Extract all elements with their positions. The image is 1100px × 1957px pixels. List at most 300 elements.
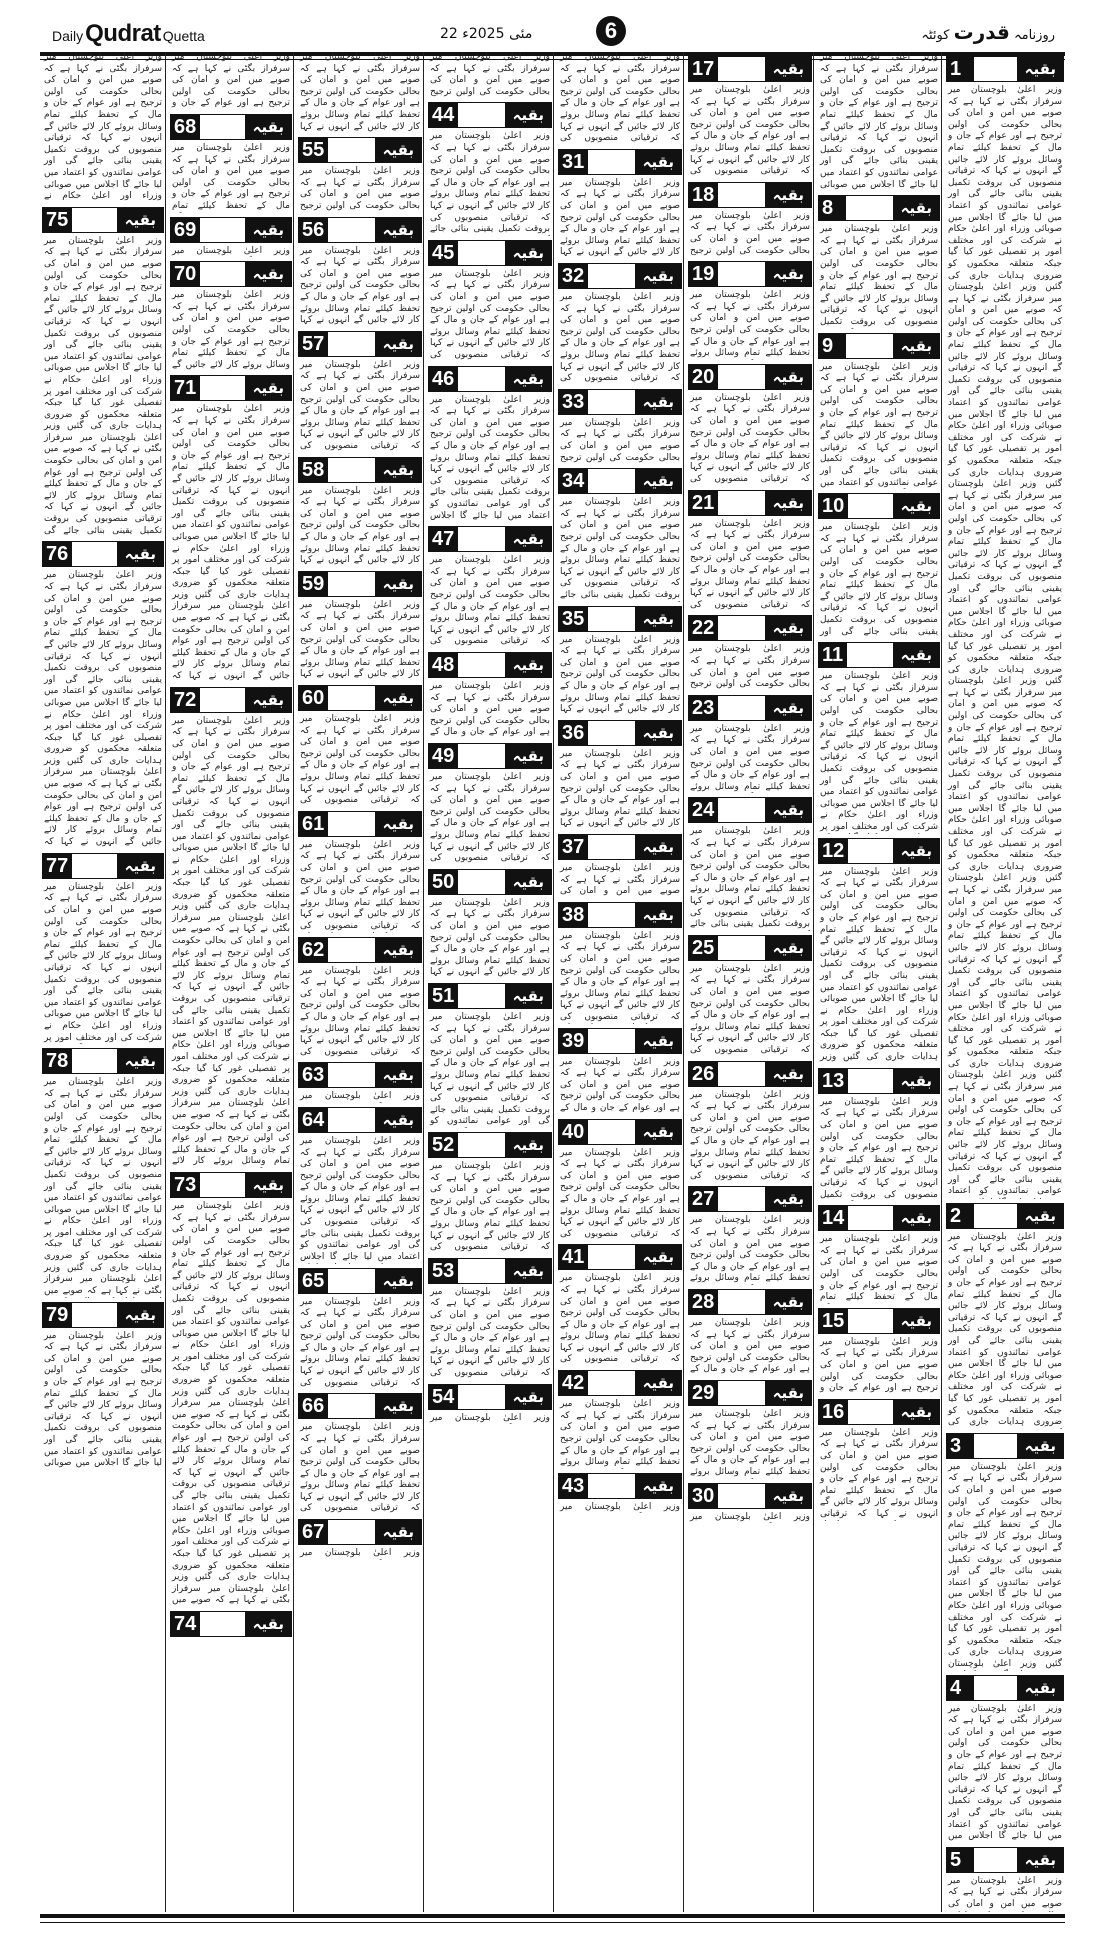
article-text: وزیر اعلیٰ بلوچستان میر سرفراز بگٹی نے کہا ہے کہ صوبے میں امن و امان کی بحالی حکومت کی اولین ترجیح ہے اور عوام کے جان و مال کے تحفظ کیلئے تمام وسائل بروئے کار لائے جائیں گے انہوں نے کہا کہ ترقیاتی منصوبوں کی بروقت تکمیل یقینی بنائی جائے گی اور عوامی نمائندوں کو اعتماد میں لیا جائے گا اجلاس میں صوبائی وزراء اور اعلیٰ حکام نے شرکت کی اور مختلف امور پر [44,881,162,1043]
continuation-label: بقیہ [117,1048,164,1074]
continuation-number: 26 [688,1061,718,1087]
continuation-tag [42,541,164,567]
continuation-tag [688,1061,812,1087]
continuation-tag [818,493,940,519]
continuation-tag [818,642,940,668]
continuation-number: 15 [818,1308,848,1334]
continuation-tag [428,983,552,1009]
continuation-number: 23 [688,695,718,721]
article-text: وزیر اعلیٰ بلوچستان میر سرفراز بگٹی نے کہا ہے کہ صوبے میں امن و امان کی بحالی حکومت کی اولین ترجیح [430,52,550,97]
continuation-number: 24 [688,797,718,823]
continuation-tag [298,137,422,163]
continuation-tag [298,1268,422,1294]
continuation-label: بقیہ [505,1384,552,1410]
continuation-tag [42,1302,164,1328]
continuation-tag [688,1186,812,1212]
article-text: وزیر اعلیٰ بلوچستان میر سرفراز بگٹی نے کہا ہے کہ صوبے میں امن و امان کی بحالی حکومت کی اولین ترجیح ہے اور عوام کے جان و مال کے تحفظ کیلئے تمام وسائل بروئے کار لائے جائیں گے انہوں نے کہا کہ ترقیاتی منصوبوں کی بروقت تکمیل یقینی بنائی جائے گی اور عوامی نمائندوں کو اعتماد میں لیا جائے گا اجلاس میں صوبائی وزراء اور اعلیٰ حکام نے [44,52,162,202]
continuation-tag [298,217,422,243]
continuation-label: بقیہ [1017,1675,1064,1701]
continuation-number: 13 [818,1068,848,1094]
continuation-tag [688,695,812,721]
footer-rule [40,1914,1065,1918]
urdu-title [921,20,1055,44]
continuation-number: 52 [428,1132,458,1158]
continuation-tag [558,468,682,494]
continuation-number: 55 [298,137,328,163]
article-text: وزیر اعلیٰ بلوچستان میر سرفراز بگٹی نے کہا ہے کہ صوبے میں امن و امان کی بحالی حکومت کی اولین ترجیح ہے اور عوام کے جان و مال کے تحفظ کیلئے تمام وسائل بروئے کار لائے جائیں گے انہوں نے کہا کہ ترقیاتی منصوبوں کی [430,1286,550,1378]
continuation-tag [298,331,422,357]
article-text: وزیر اعلیٰ بلوچستان میر سرفراز بگٹی نے کہا ہے کہ صوبے میں امن و امان کی بحالی حکومت کی اولین ترجیح ہے اور عوام کے جان و مال کے تحفظ کیلئے تمام وسائل بروئے کار لائے جائیں گے انہوں نے کہا کہ ترقیاتی منصوبوں کی بروقت تکمیل یقینی بنائی جائے گی اور عوامی نمائندوں کو اعتماد میں لیا جائے گا اجلاس میں صوبائی وزراء اور اعلیٰ حکام نے شرکت کی اور مختلف امور پر تفصیلی غور کیا گیا جبکہ متعلقہ محکموں کو ضروری ہدایات جاری کی گئیں وزیر اعلیٰ بلوچستان [948,1461,1062,1669]
continuation-label: بقیہ [635,834,682,860]
article-text: وزیر اعلیٰ بلوچستان میر سرفراز بگٹی نے کہا ہے کہ صوبے میں امن و امان کی بحالی حکومت کی اولین ترجیح ہے اور عوام کے جان و مال کے تحفظ کیلئے تمام وسائل بروئے کار لائے جائیں گے انہوں نے کہا کہ ترقیاتی منصوبوں کی [560,291,680,384]
article-text: وزیر اعلیٰ بلوچستان میر سرفراز بگٹی نے کہا ہے کہ صوبے میں امن و امان کی بحالی حکومت کی اولین ترجیح ہے اور عوام کے جان و مال کے تحفظ کیلئے تمام وسائل بروئے کار لائے جائیں گے انہوں نے کہا کہ ترقیاتی منصوبوں کی بروقت تکمیل یقینی بنائی جائے گی اور عوامی نمائندوں کو اعتماد میں لیا جائے گا اجلاس میں صوبائی وزراء اور اعلیٰ حکام نے شرکت کی اور مختلف امور پر تفصیلی غور کیا گیا جبکہ متعلقہ محکموں کو ضروری ہدایات جاری کی گئیں وزیر اعلیٰ بلوچستان میر سرفراز بگٹی نے کہا ہے کہ صوبے میں امن و امان کی بحالی حکومت کی اولین ترجیح ہے اور عوام کے جان و مال کے تحفظ کیلئے تمام وسائل بروئے کار لائے جائیں گے انہوں نے کہا کہ [44,570,162,848]
continuation-tag [818,1068,940,1094]
continuation-label: بقیہ [117,207,164,233]
continuation-number: 29 [688,1380,718,1406]
article-text: وزیر اعلیٰ بلوچستان میر سرفراز بگٹی نے کہا ہے کہ صوبے میں امن و امان کی بحالی حکومت کی اولین ترجیح ہے اور عوام کے جان و مال کے [430,680,550,738]
continuation-number: 70 [170,261,200,287]
continuation-label: بقیہ [765,490,812,516]
footer-rule-thin [40,1922,1065,1923]
continuation-label: بقیہ [893,195,940,221]
continuation-tag [558,1473,682,1499]
continuation-tag [818,333,940,359]
continuation-number: 53 [428,1258,458,1284]
continuation-tag [170,1172,292,1198]
continuation-number: 5 [946,1847,974,1873]
continuation-label: بقیہ [375,685,422,711]
continuation-label: بقیہ [375,1107,422,1133]
continuation-tag [688,182,812,208]
article-text: وزیر اعلیٰ بلوچستان میر [300,1091,420,1102]
urdu-title-city: کوئٹہ [921,28,950,43]
continuation-label: بقیہ [117,541,164,567]
continuation-label: بقیہ [765,935,812,961]
continuation-number: 69 [170,217,200,243]
article-text: وزیر اعلیٰ بلوچستان میر سرفراز بگٹی نے کہا ہے کہ صوبے میں امن و امان کی بحالی حکومت کی اولین ترجیح ہے اور عوام کے جان و مال کے تحفظ کیلئے تمام وسائل بروئے کار لائے جائیں گے انہوں نے کہا کہ ترقیاتی منصوبوں کی [300,965,420,1057]
article-text: وزیر اعلیٰ بلوچستان میر سرفراز بگٹی نے کہا ہے کہ صوبے میں امن و امان کی بحالی حکومت کی اولین ترجیح ہے اور عوام کے جان و مال کے تحفظ کیلئے تمام وسائل بروئے کار لائے جائیں گے انہوں نے کہا کہ ترقیاتی منصوبوں کی [560,930,680,1022]
news-column [688,52,812,1912]
continuation-label: بقیہ [505,366,552,392]
continuation-tag [558,263,682,289]
continuation-tag [428,526,552,552]
continuation-tag [688,1483,812,1509]
continuation-number: 40 [558,1119,588,1145]
news-column [946,52,1064,1912]
article-text: وزیر اعلیٰ بلوچستان میر [690,1511,810,1522]
continuation-number: 35 [558,606,588,632]
article-text: وزیر اعلیٰ بلوچستان میر سرفراز بگٹی نے کہا ہے کہ صوبے میں امن و امان کی بحالی حکومت کی اولین ترجیح ہے اور عوام کے جان و مال کے تحفظ کیلئے تمام وسائل بروئے کار لائے جائیں گے انہوں نے کہا [300,485,420,566]
title-daily: Daily [52,28,84,44]
continuation-label: بقیہ [505,1132,552,1158]
continuation-tag [946,56,1064,82]
continuation-tag [170,687,292,713]
continuation-label: بقیہ [1017,1433,1064,1459]
continuation-label: بقیہ [765,797,812,823]
continuation-label: بقیہ [1017,1203,1064,1229]
continuation-label: بقیہ [765,615,812,641]
continuation-number: 49 [428,743,458,769]
continuation-tag [42,1048,164,1074]
continuation-label: بقیہ [765,1186,812,1212]
continuation-label: بقیہ [635,1119,682,1145]
article-text: وزیر اعلیٰ بلوچستان میر سرفراز بگٹی نے کہا ہے کہ صوبے میں امن و امان کی بحالی حکومت کی اولین ترجیح ہے اور عوام کے جان و مال کے تحفظ کیلئے تمام وسائل بروئے کار لائے جائیں گے انہوں نے کہا کہ ترقیاتی منصوبوں کی بروقت تکمیل یقینی بنائی جائے گی اور عوامی نمائندوں کو اعتماد میں لیا جائے گا اجلاس [300,1135,420,1262]
continuation-tag [946,1847,1064,1873]
article-text: وزیر اعلیٰ بلوچستان میر سرفراز بگٹی نے کہا ہے کہ صوبے میں امن و امان کی بحالی حکومت کی اولین ترجیح ہے اور عوام کے جان و مال کے تحفظ کیلئے تمام وسائل بروئے کار لائے جائیں گے انہوں نے کہا کہ ترقیاتی منصوبوں کی [690,392,810,484]
issue-date: 22 مئی 2025ء [440,26,533,42]
continuation-number: 31 [558,149,588,175]
article-text: وزیر اعلیٰ بلوچستان میر سرفراز بگٹی نے کہا ہے کہ صوبے میں امن و امان کی بحالی حکومت کی اولین ترجیح ہے اور عوام کے جان و مال کے [690,1317,810,1375]
continuation-tag [428,366,552,392]
article-text: وزیر اعلیٰ بلوچستان میر سرفراز بگٹی نے کہا ہے کہ صوبے میں امن و امان کی بحالی حکومت کی اولین ترجیح ہے اور عوام کے جان و مال کے تحفظ کیلئے تمام وسائل بروئے کار لائے جائیں گے انہوں نے کہا [430,897,550,978]
article-text: وزیر اعلیٰ بلوچستان میر سرفراز بگٹی نے کہا ہے کہ صوبے میں امن و امان کی بحالی حکومت کی اولین ترجیح ہے اور عوام کے جان و مال کے تحفظ کیلئے تمام وسائل بروئے کار لائے جائیں گے انہوں نے کہا کہ ترقیاتی منصوبوں کی [690,1089,810,1181]
continuation-tag [170,114,292,140]
continuation-number: 19 [688,261,718,287]
article-text: وزیر اعلیٰ بلوچستان میر سرفراز بگٹی نے کہا ہے کہ صوبے میں امن و امان کی [560,862,680,897]
column-separator [423,52,424,1912]
continuation-tag [428,869,552,895]
continuation-label: بقیہ [245,375,292,401]
continuation-tag [688,935,812,961]
continuation-tag [170,217,292,243]
continuation-label: بقیہ [635,468,682,494]
continuation-number: 79 [42,1302,72,1328]
continuation-number: 18 [688,182,718,208]
continuation-tag [558,606,682,632]
continuation-number: 45 [428,240,458,266]
column-separator [813,52,814,1912]
continuation-number: 33 [558,389,588,415]
article-text: وزیر اعلیٰ بلوچستان میر سرفراز بگٹی نے کہا ہے کہ صوبے میں امن و امان کی بحالی حکومت کی اولین ترجیح ہے اور عوام کے جان و مال کے تحفظ کیلئے تمام وسائل بروئے [690,290,810,359]
continuation-tag [688,615,812,641]
continuation-label: بقیہ [375,1268,422,1294]
continuation-tag [688,1289,812,1315]
continuation-tag [688,364,812,390]
article-text: وزیر اعلیٰ بلوچستان میر سرفراز بگٹی نے کہا ہے کہ صوبے میں امن و امان کی بحالی حکومت کی اولین ترجیح ہے اور عوام کے جان و مال کے تحفظ کیلئے تمام وسائل بروئے کار لائے جائیں گے انہوں نے کہا [560,177,680,258]
continuation-number: 68 [170,114,200,140]
article-text: وزیر اعلیٰ بلوچستان میر سرفراز بگٹی نے کہا ہے کہ صوبے میں امن و امان کی بحالی حکومت کی اولین ترجیح ہے اور عوام کے جان و مال کے تحفظ کیلئے تمام وسائل بروئے کار لائے جائیں گے [172,290,290,370]
continuation-label: بقیہ [635,263,682,289]
continuation-number: 8 [818,195,846,221]
continuation-tag [688,261,812,287]
continuation-number: 44 [428,102,458,128]
continuation-tag [818,1399,940,1425]
column-separator [683,52,684,1912]
continuation-number: 34 [558,468,588,494]
continuation-tag [298,571,422,597]
continuation-tag [818,195,940,221]
article-text: وزیر اعلیٰ بلوچستان میر سرفراز بگٹی نے کہا ہے کہ صوبے میں امن و امان کی بحالی حکومت کی اولین ترجیح ہے اور عوام کے جان و مال کے تحفظ کیلئے تمام وسائل بروئے کار لائے جائیں گے انہوں نے کہا کہ ترقیاتی منصوبوں کی بروقت تکمیل یقینی بنائی جائے گی اور عوامی نمائندوں کو اعتماد میں [820,361,938,488]
continuation-label: بقیہ [635,149,682,175]
continuation-label: بقیہ [893,838,940,864]
continuation-number: 48 [428,652,458,678]
continuation-number: 59 [298,571,328,597]
continuation-number: 41 [558,1244,588,1270]
continuation-tag [298,1519,422,1545]
article-text: وزیر اعلیٰ بلوچستان میر سرفراز بگٹی نے کہا ہے کہ صوبے میں امن و امان کی بحالی حکومت کی اولین ترجیح ہے اور عوام کے جان و مال کے تحفظ کیلئے تمام وسائل بروئے کار لائے جائیں گے انہوں نے کہا کہ ترقیاتی منصوبوں کی بروقت تکمیل یقینی بنائی جائے گی اور عوامی نمائندوں کو [430,1011,550,1127]
article-text: وزیر اعلیٰ بلوچستان میر سرفراز بگٹی نے کہا ہے کہ صوبے میں امن و امان کی بحالی حکومت کی اولین ترجیح [300,166,420,211]
continuation-number: 72 [170,687,200,713]
article-text: وزیر اعلیٰ بلوچستان میر سرفراز بگٹی نے کہا ہے کہ صوبے میں امن و امان کی بحالی حکومت کی اولین ترجیح ہے اور عوام کے جان و مال کے تحفظ کیلئے تمام وسائل بروئے کار لائے جائیں گے انہوں نے کہا کہ ترقیاتی منصوبوں کی بروقت تکمیل یقینی بنائی جائے گی اور [820,522,938,637]
continuation-number: 21 [688,490,718,516]
continuation-number: 20 [688,364,718,390]
continuation-label: بقیہ [505,983,552,1009]
continuation-number: 37 [558,834,588,860]
continuation-number: 3 [946,1433,974,1459]
continuation-tag [428,1132,552,1158]
continuation-label: بقیہ [765,1061,812,1087]
continuation-number: 22 [688,615,718,641]
continuation-tag [688,797,812,823]
continuation-label: بقیہ [245,261,292,287]
continuation-label: بقیہ [375,457,422,483]
continuation-tag [946,1675,1064,1701]
article-text: وزیر اعلیٰ بلوچستان میر [560,1501,680,1512]
continuation-label: بقیہ [893,642,940,668]
continuation-label: بقیہ [245,1611,292,1637]
continuation-tag [428,102,552,128]
article-text: وزیر اعلیٰ بلوچستان میر سرفراز بگٹی نے کہا ہے کہ صوبے میں امن و امان کی بحالی حکومت کی اولین ترجیح ہے اور عوام کے جان و مال کے تحفظ کیلئے تمام وسائل بروئے کار لائے جائیں گے انہوں نے کہا کہ ترقیاتی منصوبوں کی بروقت تکمیل یقینی بنائی جائے گی اور عوامی نمائندوں کو اعتماد میں لیا جائے گا اجلاس میں صوبائی وزراء اور اعلیٰ حکام نے شرکت کی اور مختلف امور پر تفصیلی غور کیا گیا جبکہ متعلقہ محکموں کو ضروری ہدایات جاری کی گئیں وزیر اعلیٰ بلوچستان میر سرفراز بگٹی نے کہا ہے کہ صوبے میں امن و امان کی بحالی حکومت کی اولین ترجیح ہے اور عوام کے جان و مال کے تحفظ کیلئے تمام وسائل بروئے کار لائے جائیں گے انہوں نے کہا کہ ترقیاتی منصوبوں کی بروقت تکمیل یقینی بنائی جائے گی [44,235,162,536]
continuation-tag [298,1062,422,1088]
continuation-label: بقیہ [375,571,422,597]
article-text: وزیر اعلیٰ بلوچستان میر سرفراز بگٹی نے کہا ہے کہ صوبے میں امن و امان کی بحالی حکومت کی اولین ترجیح ہے اور عوام کے جان و مال کے تحفظ کیلئے تمام وسائل بروئے کار لائے جائیں گے انہوں نے کہا کہ ترقیاتی منصوبوں کی بروقت تکمیل یقینی بنائی جائے گی اور عوامی نمائندوں کو اعتماد میں لیا جائے گا اجلاس میں صوبائی وزراء اور اعلیٰ حکام نے شرکت کی اور مختلف امور پر تفصیلی غور کیا گیا جبکہ متعلقہ محکموں کو ضروری ہدایات جاری کی گئیں وزیر اعلیٰ بلوچستان میر سرفراز بگٹی نے کہا ہے کہ صوبے میں امن و امان کی بحالی حکومت کی اولین ترجیح ہے اور عوام کے جان و مال کے تحفظ کیلئے تمام وسائل بروئے کار لائے جائیں گے انہوں نے کہا کہ ترقیاتی منصوبوں کی بروقت تکمیل یقینی بنائی جائے گی اور عوامی نمائندوں کو اعتماد میں لیا جائے گا اجلاس میں صوبائی وزراء اور اعلیٰ حکام نے شرکت کی اور مختلف امور پر تفصیلی غور کیا گیا جبکہ متعلقہ محکموں کو ضروری ہدایات جاری کی گئیں وزیر اعلیٰ بلوچستان میر سرفراز بگٹی نے کہا ہے کہ صوبے میں امن و امان کی بحالی حکومت کی اولین ترجیح ہے اور عوام کے جان و مال کے تحفظ کیلئے تمام وسائل بروئے کار لائے جائیں گے انہوں نے کہا کہ ترقیاتی منصوبوں کی بروقت تکمیل یقینی بنائی جائے گی اور عوامی نمائندوں کو اعتماد میں لیا جائے گا اجلاس میں صوبائی وزراء اور اعلیٰ حکام نے شرکت کی اور مختلف امور پر تفصیلی غور کیا گیا جبکہ متعلقہ محکموں کو ضروری ہدایات جاری کی گئیں وزیر اعلیٰ بلوچستان میر سرفراز بگٹی نے کہا ہے کہ صوبے میں امن و امان کی بحالی حکومت کی اولین ترجیح ہے اور عوام کے جان و مال کے تحفظ کیلئے تمام وسائل بروئے کار لائے جائیں گے انہوں نے کہا کہ ترقیاتی منصوبوں کی بروقت تکمیل یقینی بنائی جائے گی اور عوامی نمائندوں کو اعتماد میں لیا جائے گا اجلاس میں صوبائی وزراء اور اعلیٰ حکام نے شرکت کی اور مختلف امور پر تفصیلی غور کیا گیا جبکہ متعلقہ محکموں کو ضروری ہدایات جاری کی گئیں وزیر اعلیٰ بلوچستان میر سرفراز بگٹی نے کہا ہے کہ صوبے میں امن و امان کی بحالی حکومت کی اولین ترجیح ہے اور عوام کے جان و مال کے تحفظ کیلئے تمام وسائل بروئے کار لائے جائیں گے انہوں نے کہا کہ ترقیاتی منصوبوں کی بروقت تکمیل یقینی بنائی جائے گی اور عوامی نمائندوں کو اعتماد میں لیا جائے گا اجلاس میں صوبائی وزراء اور اعلیٰ حکام نے شرکت کی اور مختلف امور پر تفصیلی غور کیا گیا جبکہ متعلقہ محکموں کو ضروری ہدایات جاری کی گئیں وزیر اعلیٰ بلوچستان میر سرفراز بگٹی نے کہا ہے کہ صوبے میں امن و امان کی بحالی حکومت کی اولین ترجیح ہے اور عوام کے جان و مال کے تحفظ کیلئے تمام وسائل بروئے کار لائے جائیں گے انہوں نے کہا کہ ترقیاتی منصوبوں کی بروقت تکمیل یقینی بنائی جائے گی اور عوامی نمائندوں کو اعتماد [948,85,1062,1197]
continuation-tag [428,743,552,769]
continuation-label: بقیہ [893,1068,940,1094]
news-column [170,52,292,1912]
article-text: وزیر اعلیٰ بلوچستان میر سرفراز بگٹی نے کہا ہے کہ صوبے میں امن و امان کی بحالی حکومت کی اولین ترجیح ہے اور عوام کے جان و مال کے تحفظ کیلئے تمام وسائل بروئے کار لائے جائیں گے انہوں نے کہا کہ ترقیاتی منصوبوں کی بروقت تکمیل یقینی بنائی جائے گی اور عوامی نمائندوں کو اعتماد میں لیا جائے گا اجلاس میں صوبائی وزراء اور اعلیٰ حکام نے شرکت کی اور مختلف امور پر تفصیلی غور کیا گیا جبکہ متعلقہ محکموں کو ضروری ہدایات جاری کی گئیں وزیر اعلیٰ بلوچستان میر سرفراز بگٹی نے کہا ہے کہ صوبے میں امن و امان کی بحالی حکومت کی اولین ترجیح ہے اور عوام کے جان و مال کے تحفظ کیلئے تمام وسائل بروئے کار لائے جائیں گے انہوں نے کہا کہ ترقیاتی منصوبوں کی بروقت تکمیل یقینی بنائی جائے گی اور عوامی نمائندوں کو اعتماد میں لیا جائے گا اجلاس میں صوبائی وزراء اور اعلیٰ حکام نے شرکت کی اور مختلف امور پر تفصیلی غور کیا گیا جبکہ متعلقہ محکموں کو ضروری ہدایات جاری کی گئیں وزیر اعلیٰ بلوچستان میر سرفراز بگٹی نے کہا ہے کہ صوبے میں [172,1201,290,1606]
continuation-number: 56 [298,217,328,243]
continuation-label: بقیہ [375,1519,422,1545]
news-column [42,52,164,1912]
continuation-label: بقیہ [893,1205,940,1231]
continuation-number: 61 [298,811,328,837]
continuation-label: بقیہ [635,606,682,632]
continuation-tag [298,811,422,837]
article-text: وزیر اعلیٰ بلوچستان میر سرفراز بگٹی نے کہا ہے کہ صوبے میں امن و امان کی بحالی حکومت کی اولین ترجیح ہے اور عوام کے جان و مال کے تحفظ کیلئے تمام وسائل بروئے کار لائے جائیں گے انہوں نے کہا [300,52,420,132]
article-text: وزیر اعلیٰ بلوچستان میر سرفراز بگٹی نے کہا ہے کہ صوبے میں امن و امان کی بحالی حکومت کی اولین ترجیح ہے اور عوام کے جان و مال کے تحفظ کیلئے تمام وسائل بروئے کار لائے جائیں گے انہوں نے کہا کہ ترقیاتی منصوبوں کی [430,1160,550,1253]
urdu-title-prefix: روزنامہ [1014,28,1055,43]
continuation-tag [558,834,682,860]
article-text: وزیر اعلیٰ بلوچستان میر سرفراز بگٹی نے کہا ہے کہ صوبے میں امن و امان کی بحالی حکومت کی اولین ترجیح ہے اور عوام کے جان و مال کے تحفظ کیلئے تمام وسائل بروئے کار لائے جائیں گے انہوں نے کہا کہ ترقیاتی منصوبوں کی بروقت تکمیل یقینی بنائی جائے گی اور عوامی نمائندوں کو اعتماد میں لیا جائے گا اجلاس میں [948,1703,1062,1842]
continuation-label: بقیہ [765,364,812,390]
article-text: وزیر اعلیٰ بلوچستان میر سرفراز بگٹی نے کہا ہے کہ صوبے میں امن و امان کی بحالی حکومت کی اولین ترجیح ہے اور عوام کے جان و مال کے تحفظ کیلئے تمام وسائل بروئے [690,723,810,792]
article-text: وزیر اعلیٰ بلوچستان میر سرفراز بگٹی نے کہا ہے کہ صوبے میں امن و امان کی بحالی حکومت کی اولین ترجیح ہے اور عوام کے جان و مال کے تحفظ کیلئے تمام وسائل بروئے کار لائے جائیں گے انہوں نے کہا کہ ترقیاتی منصوبوں کی [300,1296,420,1388]
continuation-label: بقیہ [505,652,552,678]
continuation-number: 32 [558,263,588,289]
continuation-number: 62 [298,937,328,963]
title-name: Qudrat [85,20,161,47]
continuation-label: بقیہ [245,114,292,140]
continuation-tag [428,1258,552,1284]
continuation-tag [558,1244,682,1270]
article-text: وزیر اعلیٰ بلوچستان میر سرفراز بگٹی نے کہا ہے کہ صوبے میں امن و امان کی بحالی حکومت کی اولین ترجیح ہے اور عوام کے جان و مال کے تحفظ کیلئے تمام وسائل بروئے کار لائے جائیں گے انہوں نے کہا کہ ترقیاتی منصوبوں کی بروقت تکمیل یقینی بنائی جائے گی اور عوامی نمائندوں کو اعتماد میں لیا جائے گا اجلاس میں صوبائی [44,1330,162,1469]
article-text: وزیر اعلیٰ بلوچستان میر سرفراز بگٹی نے کہا ہے کہ صوبے میں امن و امان کی بحالی حکومت کی اولین ترجیح ہے اور عوام کے جان و مال کے تحفظ کیلئے تمام وسائل بروئے کار لائے جائیں گے انہوں نے کہا کہ ترقیاتی منصوبوں کی [690,518,810,610]
article-text: وزیر اعلیٰ بلوچستان میر سرفراز بگٹی نے کہا ہے کہ صوبے میں امن و امان کی [948,1875,1062,1909]
article-text: وزیر اعلیٰ بلوچستان میر سرفراز بگٹی نے کہا ہے کہ صوبے میں امن و امان کی بحالی حکومت کی اولین ترجیح ہے اور عوام کے جان و مال کے تحفظ کیلئے تمام وسائل بروئے کار لائے جائیں گے انہوں نے کہا کہ ترقیاتی منصوبوں کی [560,1273,680,1365]
continuation-number: 74 [170,1611,200,1637]
page-number-badge: 6 [596,16,626,46]
article-text: وزیر اعلیٰ بلوچستان میر سرفراز بگٹی نے کہا ہے کہ صوبے میں امن و امان کی بحالی حکومت کی اولین ترجیح ہے اور عوام کے جان و مال کے تحفظ کیلئے تمام وسائل بروئے کار لائے جائیں گے انہوں نے کہا کہ ترقیاتی منصوبوں کی [300,839,420,931]
continuation-tag [558,149,682,175]
column-separator [165,52,166,1912]
continuation-tag [818,838,940,864]
continuation-label: بقیہ [635,1244,682,1270]
continuation-label: بقیہ [765,56,812,82]
continuation-tag [298,685,422,711]
continuation-tag [688,56,812,82]
article-text: وزیر اعلیٰ بلوچستان میر سرفراز بگٹی نے کہا ہے کہ صوبے میں امن و امان کی بحالی حکومت کی اولین ترجیح ہے اور عوام کے جان و مال کے تحفظ کیلئے تمام وسائل بروئے کار لائے جائیں گے انہوں نے کہا کہ ترقیاتی منصوبوں کی [300,359,420,451]
news-column [428,52,552,1912]
article-text: وزیر اعلیٰ بلوچستان میر سرفراز بگٹی نے کہا ہے کہ صوبے میں امن و امان کی بحالی حکومت کی اولین ترجیح ہے اور عوام کے جان و مال کے تحفظ کیلئے تمام وسائل بروئے کار لائے جائیں گے انہوں نے کہا کہ ترقیاتی منصوبوں کی [690,85,810,177]
continuation-tag [298,937,422,963]
article-text: وزیر اعلیٰ بلوچستان میر سرفراز بگٹی نے کہا ہے کہ صوبے میں امن و امان کی بحالی حکومت کی اولین ترجیح ہے اور عوام کے جان و مال کے تحفظ کیلئے تمام وسائل بروئے کار لائے جائیں گے انہوں نے کہا کہ ترقیاتی منصوبوں کی [430,555,550,647]
article-text: وزیر اعلیٰ بلوچستان میر سرفراز بگٹی نے کہا ہے کہ صوبے میں امن و امان کی بحالی حکومت کی اولین ترجیح ہے اور عوام کے جان و مال کے تحفظ کیلئے تمام وسائل بروئے کار لائے جائیں گے انہوں نے کہا کہ ترقیاتی منصوبوں کی بروقت تکمیل یقینی بنائی جائے [690,826,810,930]
article-text: وزیر اعلیٰ بلوچستان میر [300,1548,420,1559]
article-text: وزیر اعلیٰ بلوچستان میر سرفراز بگٹی نے کہا ہے کہ صوبے میں امن و امان کی بحالی حکومت کی اولین ترجیح [560,417,680,463]
article-text: وزیر اعلیٰ بلوچستان میر سرفراز بگٹی نے کہا ہے کہ صوبے میں امن و امان کی بحالی حکومت کی اولین ترجیح ہے اور عوام کے جان و مال کے تحفظ کیلئے تمام وسائل بروئے کار لائے جائیں گے انہوں نے کہا کہ ترقیاتی منصوبوں کی [430,771,550,864]
article-text: وزیر اعلیٰ بلوچستان میر سرفراز بگٹی نے کہا ہے کہ صوبے میں امن و امان کی بحالی حکومت کی اولین ترجیح ہے اور عوام کے جان و مال کے تحفظ کیلئے تمام وسائل بروئے کار لائے جائیں گے انہوں نے کہا کہ ترقیاتی منصوبوں کی [300,1422,420,1514]
continuation-number: 9 [818,333,846,359]
continuation-label: بقیہ [893,493,940,519]
article-text: وزیر اعلیٰ بلوچستان میر سرفراز بگٹی نے کہا ہے کہ صوبے میں امن و امان کی بحالی حکومت کی اولین ترجیح ہے اور عوام کے جان و مال کے تحفظ کیلئے تمام [172,143,290,211]
continuation-label: بقیہ [635,720,682,746]
article-text: وزیر اعلیٰ بلوچستان میر سرفراز بگٹی نے کہا ہے کہ صوبے میں امن و امان کی بحالی حکومت کی اولین ترجیح ہے اور عوام کے جان و مال کے تحفظ کیلئے تمام وسائل بروئے [690,1408,810,1477]
continuation-number: 43 [558,1473,588,1499]
continuation-label: بقیہ [765,1380,812,1406]
continuation-number: 51 [428,983,458,1009]
continuation-label: بقیہ [505,526,552,552]
continuation-label: بقیہ [765,261,812,287]
article-text: وزیر اعلیٰ بلوچستان میر سرفراز بگٹی نے کہا ہے کہ صوبے میں امن و امان کی بحالی حکومت کی اولین ترجیح ہے اور عوام کے جان و مال کے تحفظ کیلئے تمام وسائل بروئے کار لائے جائیں گے انہوں نے کہا کہ ترقیاتی منصوبوں کی [560,52,680,144]
continuation-tag [42,853,164,879]
continuation-number: 16 [818,1399,848,1425]
continuation-tag [558,902,682,928]
continuation-number: 12 [818,838,848,864]
continuation-label: بقیہ [375,937,422,963]
continuation-number: 71 [170,375,200,401]
article-text: وزیر اعلیٰ بلوچستان میر سرفراز بگٹی نے کہا ہے کہ صوبے میں امن و امان کی بحالی حکومت کی اولین ترجیح ہے اور عوام کے جان و مال کے تحفظ کیلئے تمام وسائل بروئے کار لائے جائیں گے انہوں نے کہا کہ ترقیاتی منصوبوں کی بروقت تکمیل یقینی بنائی جائے گی اور عوامی نمائندوں کو اعتماد میں لیا جائے گا اجلاس میں صوبائی وزراء اور اعلیٰ حکام نے شرکت کی اور مختلف امور پر تفصیلی غور کیا گیا جبکہ متعلقہ محکموں کو ضروری ہدایات جاری کی گئیں وزیر اعلیٰ بلوچستان میر سرفراز بگٹی نے کہا ہے کہ صوبے میں [44,1077,162,1296]
continuation-number: 46 [428,366,458,392]
continuation-number: 47 [428,526,458,552]
continuation-tag [170,261,292,287]
continuation-number: 50 [428,869,458,895]
continuation-number: 67 [298,1519,328,1545]
continuation-number: 77 [42,853,72,879]
continuation-number: 17 [688,56,718,82]
continuation-number: 76 [42,541,72,567]
continuation-label: بقیہ [375,137,422,163]
continuation-label: بقیہ [765,1289,812,1315]
continuation-label: بقیہ [117,853,164,879]
article-text: وزیر اعلیٰ بلوچستان میر سرفراز بگٹی نے کہا ہے کہ صوبے میں امن و امان کی بحالی حکومت کی اولین ترجیح ہے اور عوام کے جان و مال کے تحفظ کیلئے تمام وسائل بروئے کار لائے جائیں گے انہوں نے کہا کہ ترقیاتی منصوبوں کی بروقت تکمیل [820,224,938,327]
continuation-label: بقیہ [505,102,552,128]
continuation-tag [428,1384,552,1410]
continuation-tag [946,1433,1064,1459]
continuation-tag [298,1393,422,1419]
continuation-number: 39 [558,1028,588,1054]
continuation-number: 73 [170,1172,200,1198]
continuation-label: بقیہ [505,743,552,769]
continuation-number: 38 [558,902,588,928]
title-city: Quetta [162,28,205,44]
urdu-title-name: قدرت [953,20,1010,44]
continuation-label: بقیہ [117,1302,164,1328]
continuation-number: 36 [558,720,588,746]
article-text: وزیر اعلیٰ بلوچستان میر سرفراز بگٹی نے کہا ہے کہ صوبے میں امن و امان کی بحالی حکومت کی اولین ترجیح ہے اور عوام کے جان و مال کے تحفظ کیلئے تمام وسائل بروئے کار لائے جائیں گے انہوں نے کہا کہ ترقیاتی منصوبوں کی [690,963,810,1055]
continuation-label: بقیہ [635,1028,682,1054]
article-text: وزیر اعلیٰ بلوچستان میر سرفراز بگٹی نے کہا ہے کہ صوبے میں امن و امان کی بحالی حکومت کی اولین ترجیح ہے اور عوام کے جان و مال کے تحفظ کیلئے تمام وسائل بروئے کار لائے جائیں گے انہوں نے کہا کہ ترقیاتی منصوبوں کی بروقت تکمیل یقینی بنائی جائے گی اور عوامی نمائندوں کو اعتماد میں لیا جائے گا اجلاس میں صوبائی وزراء اور اعلیٰ حکام نے شرکت کی اور مختلف امور پر تفصیلی غور کیا گیا جبکہ متعلقہ محکموں کو ضروری ہدایات جاری کی [948,1231,1062,1428]
article-text: وزیر اعلیٰ بلوچستان میر سرفراز بگٹی نے کہا ہے کہ صوبے میں امن و امان کی بحالی حکومت کی اولین ترجیح ہے اور عوام کے جان و مال کے تحفظ کیلئے تمام وسائل بروئے کار لائے جائیں گے انہوں نے کہا کہ ترقیاتی منصوبوں کی [560,1147,680,1239]
continuation-number: 65 [298,1268,328,1294]
continuation-label: بقیہ [635,1473,682,1499]
continuation-number: 75 [42,207,72,233]
continuation-label: بقیہ [375,811,422,837]
continuation-label: بقیہ [893,333,940,359]
article-text: وزیر اعلیٰ بلوچستان میر [430,1412,550,1423]
continuation-number: 27 [688,1186,718,1212]
article-text: وزیر اعلیٰ بلوچستان میر سرفراز بگٹی نے کہا ہے کہ صوبے میں امن و امان کی بحالی حکومت کی اولین ترجیح ہے اور عوام کے جان و مال کے تحفظ کیلئے تمام وسائل بروئے کار لائے جائیں گے انہوں نے کہا کہ ترقیاتی منصوبوں کی بروقت تکمیل یقینی بنائی جائے گی اور عوامی نمائندوں کو اعتماد میں لیا جائے گا اجلاس میں صوبائی [820,52,938,190]
article-text: وزیر اعلیٰ بلوچستان میر سرفراز بگٹی نے کہا ہے کہ صوبے میں امن و امان کی بحالی حکومت کی اولین ترجیح ہے اور عوام کے جان و مال کے تحفظ کیلئے تمام وسائل بروئے [690,1215,810,1284]
continuation-number: 10 [818,493,848,519]
article-text: وزیر اعلیٰ بلوچستان میر سرفراز بگٹی نے کہا ہے کہ صوبے میں امن و امان کی بحالی حکومت کی اولین ترجیح ہے اور عوام کے جان و مال کے تحفظ کیلئے تمام وسائل بروئے کار لائے جائیں گے انہوں نے کہا کہ ترقیاتی منصوبوں کی بروقت تکمیل یقینی بنائی جائے گی اور عوامی نمائندوں کو اعتماد میں لیا جائے گا اجلاس میں صوبائی وزراء اور اعلیٰ حکام نے شرکت کی اور مختلف امور پر [820,671,938,832]
continuation-number: 78 [42,1048,72,1074]
continuation-number: 11 [818,642,847,668]
continuation-label: بقیہ [635,389,682,415]
continuation-tag [558,1028,682,1054]
continuation-tag [818,1205,940,1231]
news-column [558,52,682,1912]
continuation-tag [170,375,292,401]
continuation-number: 4 [946,1675,974,1701]
news-column [298,52,422,1912]
continuation-tag [558,1370,682,1396]
article-text: وزیر اعلیٰ بلوچستان میر سرفراز بگٹی نے کہا ہے کہ صوبے میں امن و امان کی بحالی حکومت کی اولین ترجیح ہے اور عوام کے جان و مال کے تحفظ کیلئے تمام وسائل بروئے کار لائے جائیں گے انہوں نے کہا کہ ترقیاتی منصوبوں کی بروقت تکمیل یقینی بنائی جائے گی اور عوامی نمائندوں کو اعتماد میں لیا جائے گا اجلاس میں صوبائی وزراء اور اعلیٰ حکام نے شرکت کی اور مختلف امور پر تفصیلی غور کیا گیا جبکہ متعلقہ محکموں کو ضروری ہدایات جاری کی گئیں وزیر [820,866,938,1063]
column-separator [553,52,554,1912]
article-text: وزیر اعلیٰ بلوچستان میر سرفراز بگٹی نے کہا ہے کہ صوبے میں امن و امان کی بحالی حکومت کی اولین ترجیح ہے اور عوام کے جان و مال کے تحفظ کیلئے تمام وسائل بروئے کار لائے جائیں گے انہوں نے کہا کہ ترقیاتی منصوبوں کی بروقت تکمیل یقینی بنائی جائے گی اور عوامی نمائندوں کو اعتماد میں لیا جائے گا اجلاس میں صوبائی وزراء اور اعلیٰ حکام نے شرکت کی اور مختلف امور پر تفصیلی غور کیا گیا جبکہ متعلقہ محکموں کو ضروری ہدایات جاری کی گئیں وزیر اعلیٰ بلوچستان میر سرفراز بگٹی نے کہا ہے کہ صوبے میں امن و امان کی بحالی حکومت کی اولین ترجیح ہے اور عوام کے جان و مال کے تحفظ کیلئے تمام وسائل بروئے کار لائے جائیں گے انہوں نے کہا کہ ترقیاتی منصوبوں کی بروقت تکمیل یقینی بنائی جائے گی اور عوامی نمائندوں کو اعتماد میں لیا جائے گا اجلاس میں صوبائی وزراء اور اعلیٰ حکام نے شرکت کی اور مختلف امور پر تفصیلی غور کیا گیا جبکہ متعلقہ محکموں کو ضروری ہدایات جاری کی گئیں وزیر اعلیٰ بلوچستان میر سرفراز بگٹی نے کہا ہے کہ صوبے میں امن و امان کی بحالی حکومت کی اولین ترجیح ہے اور عوام کے جان و مال کے تحفظ کیلئے تمام وسائل بروئے کار لائے [172,715,290,1167]
continuation-label: بقیہ [1017,1847,1064,1873]
continuation-label: بقیہ [505,869,552,895]
continuation-tag [558,1119,682,1145]
continuation-number: 60 [298,685,328,711]
continuation-label: بقیہ [765,1483,812,1509]
continuation-number: 54 [428,1384,458,1410]
article-text: وزیر اعلیٰ بلوچستان میر سرفراز بگٹی نے کہا ہے کہ صوبے میں امن و امان کی بحالی حکومت کی اولین ترجیح ہے اور عوام کے جان و مال کے تحفظ کیلئے تمام وسائل بروئے کار لائے جائیں گے انہوں نے کہا [560,748,680,829]
continuation-label: بقیہ [375,331,422,357]
continuation-label: بقیہ [635,1370,682,1396]
continuation-label: بقیہ [893,1308,940,1334]
continuation-tag [688,1380,812,1406]
continuation-tag [428,652,552,678]
article-text: وزیر اعلیٰ بلوچستان میر سرفراز بگٹی نے کہا ہے کہ صوبے میں امن و امان کی بحالی حکومت کی اولین ترجیح ہے اور عوام کے جان و مال کے تحفظ کیلئے تمام وسائل بروئے کار لائے جائیں گے انہوں نے کہا کہ ترقیاتی منصوبوں کی بروقت تکمیل یقینی بنائی جائے گی اور عوامی نمائندوں کو اعتماد میں لیا جائے گا اجلاس میں صوبائی وزراء اور اعلیٰ حکام نے شرکت کی اور مختلف امور پر تفصیلی غور کیا گیا جبکہ متعلقہ محکموں کو ضروری ہدایات جاری کی گئیں وزیر اعلیٰ بلوچستان میر سرفراز بگٹی نے کہا ہے کہ صوبے میں امن و امان کی بحالی حکومت کی اولین ترجیح ہے اور عوام کے جان و مال کے تحفظ کیلئے تمام وسائل بروئے کار لائے جائیں گے انہوں نے کہا کہ [172,404,290,682]
masthead [40,12,1065,50]
continuation-number: 58 [298,457,328,483]
continuation-number: 57 [298,331,328,357]
continuation-number: 14 [818,1205,848,1231]
continuation-number: 30 [688,1483,718,1509]
article-text: وزیر اعلیٰ بلوچستان میر سرفراز بگٹی نے کہا ہے کہ صوبے میں امن و امان کی بحالی حکومت کی اولین ترجیح ہے اور عوام کے جان و مال کے تحفظ کیلئے تمام وسائل بروئے کار لائے جائیں گے انہوں نے کہا کہ ترقیاتی منصوبوں کی بروقت تکمیل یقینی بنائی جائے [430,131,550,235]
article-text: وزیر اعلیٰ بلوچستان میر سرفراز بگٹی نے کہا ہے کہ صوبے میں امن و امان کی بحالی حکومت کی اولین ترجیح ہے اور عوام کے جان و مال کے تحفظ کیلئے تمام وسائل بروئے کار لائے جائیں گے انہوں نے کہا کہ ترقیاتی منصوبوں کی بروقت تکمیل یقینی بنائی جائے [560,497,680,600]
continuation-label: بقیہ [635,902,682,928]
article-text: وزیر اعلیٰ بلوچستان میر سرفراز بگٹی نے کہا ہے کہ صوبے میں امن و امان کی بحالی حکومت کی اولین ترجیح ہے اور عوام کے جان و مال کے تحفظ کیلئے تمام [820,1234,938,1303]
continuation-label: بقیہ [245,217,292,243]
continuation-label: بقیہ [245,1172,292,1198]
continuation-number: 42 [558,1370,588,1396]
continuation-number: 63 [298,1062,328,1088]
article-text: وزیر اعلیٰ بلوچستان میر سرفراز بگٹی نے کہا ہے کہ صوبے میں امن و امان کی بحالی حکومت کی اولین ترجیح ہے اور عوام کے جان و مال کے تحفظ کیلئے تمام وسائل بروئے کار لائے جائیں گے انہوں نے کہا [560,634,680,715]
continuation-tag [558,720,682,746]
article-text: وزیر اعلیٰ بلوچستان میر سرفراز بگٹی نے کہا ہے کہ صوبے میں امن و امان کی بحالی حکومت کی اولین ترجیح ہے اور عوام کے جان و مال کے تحفظ کیلئے تمام وسائل بروئے [560,1399,680,1468]
continuation-label: بقیہ [765,182,812,208]
